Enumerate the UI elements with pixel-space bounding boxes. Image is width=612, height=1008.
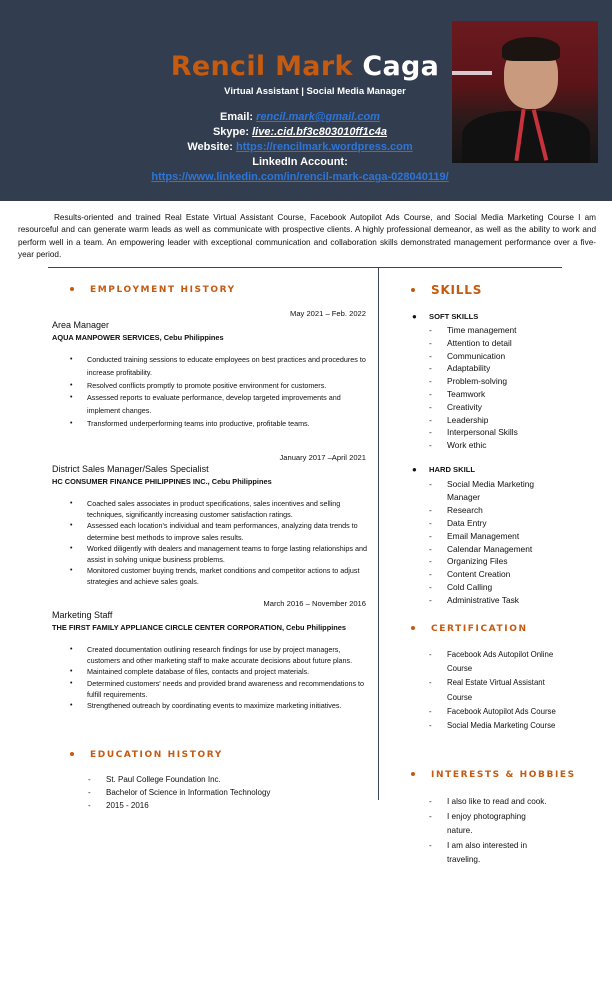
certification-item: - Real Estate Virtual Assistant Course [429, 678, 545, 702]
certification-item: - Facebook Ads Autopilot Online Course [429, 650, 554, 674]
skill-item: - Email Management [429, 530, 520, 541]
bullet-icon [411, 772, 415, 776]
email-link[interactable]: rencil.mark@gmail.com [256, 111, 380, 123]
skill-item: - Calendar Management [429, 543, 533, 554]
email-label: Email: [220, 111, 254, 123]
first-name: Rencil Mark [170, 51, 353, 82]
contact-block [120, 110, 480, 185]
interest-item: - I enjoy photographing nature. [429, 811, 526, 836]
duty-item: • Monitored customer buying trends, market conditions and competitor actions to adjust strategies and achieve sales goals. [70, 565, 370, 587]
linkedin-label: LinkedIn Account: [252, 156, 348, 168]
photo-hair [502, 37, 560, 61]
education-history-heading: EDUCATION HISTORY [70, 750, 223, 760]
duty-item: • Created documentation outlining research findings for use by project managers, customers and other marketing staff to make accurate decisions about future plans. [70, 644, 370, 666]
soft-skills-list [429, 324, 577, 452]
soft-skills-heading: ● SOFT SKILLS [412, 312, 479, 321]
skill-item: - Data Entry [429, 517, 487, 528]
profile-summary: Results-oriented and trained Real Estate Virtual Assistant Course, Facebook Autopilot Ads Course, and Social Media Marketing Course I am resourceful and can generate warm leads as well as communicate with prospective clients. A highly professional demeanor, as well as the ability to work and perform well in a team. An empowering leader with exceptional communication and collaboration skills demonstrated management performance over a five-year period. [18, 213, 596, 259]
job-title: Marketing Staff [52, 610, 113, 620]
skill-item: - Communication [429, 350, 506, 361]
certification-heading: CERTIFICATION [411, 624, 528, 634]
skill-item: - Problem-solving [429, 376, 508, 387]
duty-item: • Assessed each location's individual and team performances, analyzing data trends to determine best methods to improve sales results. [70, 520, 370, 542]
education-list [88, 774, 366, 812]
column-divider-vertical [378, 267, 379, 800]
skype-value[interactable]: live:.cid.bf3c803010ff1c4a [252, 126, 388, 138]
skill-item: - Work ethic [429, 440, 487, 451]
website-link[interactable]: https://rencilmark.wordpress.com [236, 141, 413, 153]
job-date: January 2017 –April 2021 [279, 453, 366, 462]
education-item: - Bachelor of Science in Information Technology [88, 787, 271, 797]
duty-item: • Strengthened outreach by coordinating events to maximize marketing initiatives. [70, 700, 370, 711]
job-duties [70, 354, 370, 431]
interests-list [429, 795, 552, 868]
skill-item: - Research [429, 504, 483, 515]
candidate-name [160, 51, 450, 82]
skill-item: - Creativity [429, 401, 482, 412]
hard-skills-list [429, 478, 557, 607]
resume-header [0, 0, 612, 201]
job-title: District Sales Manager/Sales Specialist [52, 464, 209, 474]
website-line [120, 140, 480, 155]
skill-item: - Cold Calling [429, 582, 493, 593]
education-item: - St. Paul College Foundation Inc. [88, 775, 221, 784]
job-duties [70, 644, 370, 711]
job-company: THE FIRST FAMILY APPLIANCE CIRCLE CENTER CORPORATION, Cebu Philippines [52, 623, 346, 632]
skill-item: - Content Creation [429, 569, 511, 580]
duty-item: • Maintained complete database of files, contacts and project materials. [70, 666, 370, 677]
bullet-icon: ● [412, 465, 417, 474]
education-item: - 2015 - 2016 [88, 800, 149, 810]
duty-item: • Resolved conflicts promptly to promote positive environment for customers. [70, 380, 370, 393]
skype-label: Skype: [212, 126, 250, 138]
bullet-icon [411, 626, 415, 630]
job-duties [70, 498, 370, 588]
email-line [120, 110, 480, 125]
duty-item: • Assessed reports to evaluate performance, develop targeted improvements and implement changes. [70, 392, 370, 418]
job-title: Area Manager [52, 320, 110, 330]
skype-line [120, 125, 480, 140]
interest-item: - I am also interested in traveling. [429, 840, 528, 865]
skills-heading: SKILLS [411, 283, 482, 297]
skill-item: - Organizing Files [429, 556, 508, 567]
employment-history-heading: EMPLOYMENT HISTORY [70, 285, 236, 295]
section-divider-horizontal [48, 267, 562, 268]
photo-shirt [462, 111, 590, 163]
certification-list [429, 648, 572, 733]
duty-item: • Coached sales associates in product specifications, sales incentives and selling techniques, significantly increasing customer satisfaction ratings. [70, 498, 370, 520]
job-company: HC CONSUMER FINANCE PHILIPPINES INC., Cebu Philippines [52, 477, 272, 486]
skill-item: - Teamwork [429, 388, 486, 399]
duty-item: • Worked diligently with dealers and management teams to forge lasting relationships and assist in solving unique business problems. [70, 543, 370, 565]
skill-item: - Interpersonal Skills [429, 427, 518, 438]
job-subtitle: Virtual Assistant | Social Media Manager [224, 86, 406, 97]
skill-item: - Attention to detail [429, 337, 512, 348]
certification-item: - Facebook Autopilot Ads Course [429, 706, 556, 716]
last-name: Caga [362, 51, 440, 82]
interest-item: - I also like to read and cook. [429, 797, 547, 806]
bullet-icon [70, 752, 74, 756]
certification-item: - Social Media Marketing Course [429, 721, 556, 731]
job-company: AQUA MANPOWER SERVICES, Cebu Philippines [52, 333, 224, 342]
bullet-icon [70, 287, 74, 291]
linkedin-link[interactable]: https://www.linkedin.com/in/rencil-mark-caga-028040119/ [151, 171, 449, 183]
job-date: May 2021 – Feb. 2022 [290, 309, 366, 318]
duty-item: • Transformed underperforming teams into productive, profitable teams. [70, 418, 370, 431]
skill-item: - Adaptability [429, 363, 491, 374]
skill-item: - Administrative Task [429, 595, 519, 606]
job-date: March 2016 – November 2016 [263, 599, 366, 608]
duty-item: • Determined customers' needs and provided brand awareness and recommendations to fulfill requirements. [70, 678, 370, 700]
skill-item: - Social Media Marketing Manager [429, 479, 535, 502]
bullet-icon [411, 288, 415, 292]
hard-skills-heading: ● HARD SKILL [412, 465, 475, 474]
bullet-icon: ● [412, 312, 417, 321]
skill-item: - Time management [429, 325, 517, 335]
website-label: Website: [187, 141, 233, 153]
interests-hobbies-heading: INTERESTS & HOBBIES [411, 770, 576, 780]
skill-item: - Leadership [429, 414, 489, 425]
duty-item: • Conducted training sessions to educate employees on best practices and procedures to increase profitability. [70, 354, 370, 380]
